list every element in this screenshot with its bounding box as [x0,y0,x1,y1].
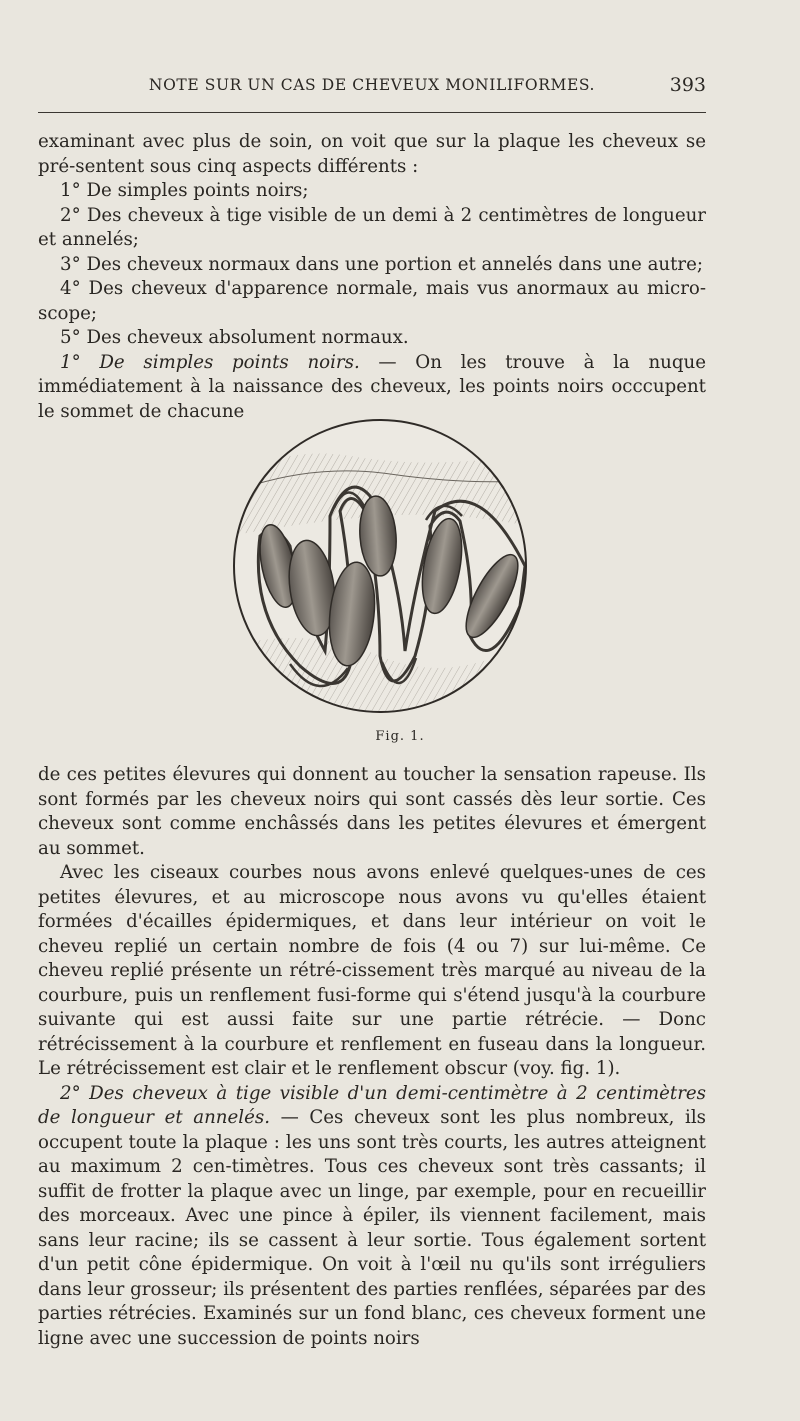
figure-caption: Fig. 1. [375,729,425,744]
page-header [38,74,706,98]
section-paragraph: 1° De simples points noirs. — On les trouve à la nuque immédiatement à la naissance des cheveux, les points noirs occcupent le sommet de chacune [38,351,706,422]
section-heading: 1° De simples points noirs. [60,351,360,373]
paragraph: Avec les ciseaux courbes nous avons enlevé quelques-unes de ces petites élevures, et au microscope nous avons vu qu'elles étaient formées d'écailles épidermiques, et dans leur intérieur on voit le cheveu replié un certain nombre de fois (4 ou 7) sur lui-même. Ce cheveu replié présente un rétré-cissement très marqué au niveau de la courbure, puis un renflement fusi-forme qui s'étend jusqu'à la courbure suivante qui est aussi faite sur une partie rétrécie. — Donc rétrécissement à la courbure et renflement en fuseau dans la longueur. Le rétrécissement est clair et le renflement obscur (voy. fig. 1). [38,862,706,1079]
paragraph: de ces petites élevures qui donnent au toucher la sensation rapeuse. Ils sont formés par les cheveux noirs qui sont cassés dès leur sortie. Ces cheveux sont comme enchâssés dans les petites élevures et émergent au sommet. [38,764,706,859]
microscope-figure [230,416,530,722]
page-number: 393 [669,74,706,96]
list-item: 2° Des cheveux à tige visible de un demi à 2 centimètres de longueur et annelés; [38,204,706,250]
header-rule [38,112,706,113]
list-item: 1° De simples points noirs; [60,180,309,201]
list-item: 5° Des cheveux absolument normaux. [60,327,409,348]
body-text-top [38,130,706,424]
list-item: 3° Des cheveux normaux dans une portion et annelés dans une autre; [60,253,704,275]
list-item: 4° Des cheveux d'apparence normale, mais vus anormaux au micro-scope; [38,278,706,324]
body-text-bottom [38,763,706,1351]
section-heading: 2° Des cheveux à tige visible d'un demi-centimètre à 2 centimètres de longueur et annelés. [38,1082,706,1128]
paragraph: examinant avec plus de soin, on voit que sur la plaque les cheveux se pré-sentent sous cinq aspects différents : [38,131,706,177]
running-head: NOTE SUR UN CAS DE CHEVEUX MONILIFORMES. [148,76,596,94]
section-paragraph: 2° Des cheveux à tige visible d'un demi-centimètre à 2 centimètres de longueur et annelés. — Ces cheveux sont les plus nombreux, ils occupent toute la plaque : les uns sont très courts, les autres atteignent au maximum 2 cen-timètres. Tous ces cheveux sont très cassants; il suffit de frotter la plaque avec un linge, par exemple, pour en recueillir des morceaux. Avec une pince à épiler, ils viennent facilement, mais sans leur racine; ils se cassent à leur sortie. Tous également sortent d'un petit cône épidermique. On voit à l'œil nu qu'ils sont irréguliers dans leur grosseur; ils présentent des parties renflées, séparées par des parties rétrécies. Examinés sur un fond blanc, ces cheveux forment une ligne avec une succession de points noirs [38,1082,707,1349]
